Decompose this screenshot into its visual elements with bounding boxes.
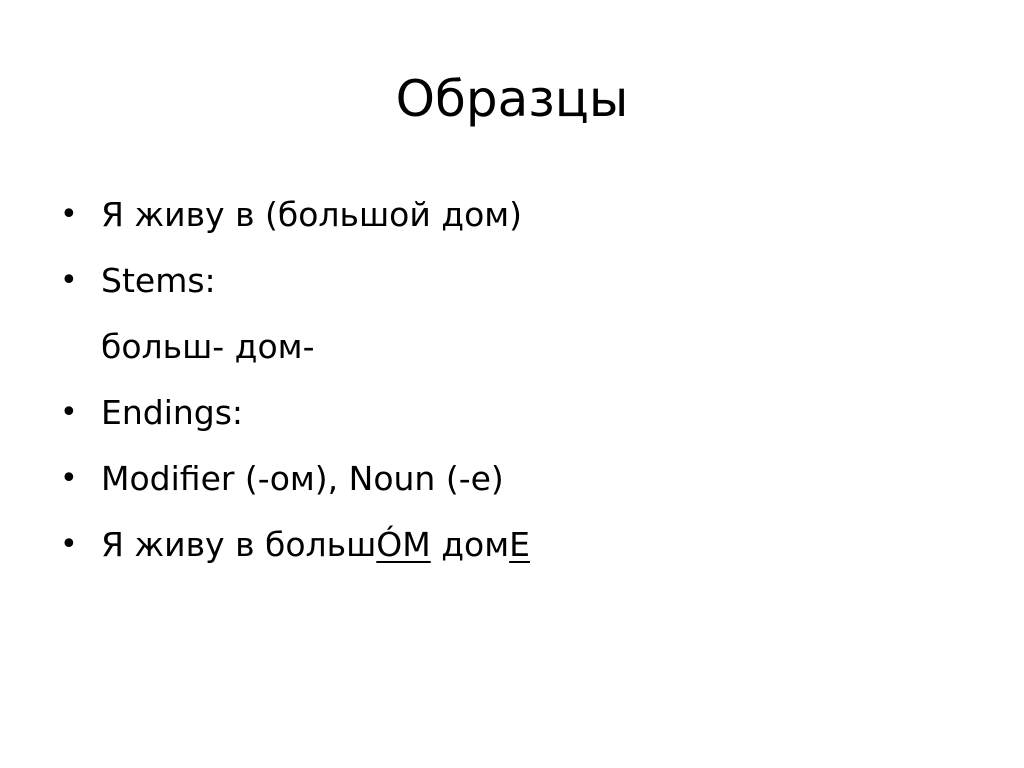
bullet-icon: • xyxy=(60,263,78,298)
list-item-text: Я живу в (большой дом) xyxy=(101,195,523,234)
bullet-icon: • xyxy=(60,197,78,232)
adjective-ending: ÓМ xyxy=(376,525,431,564)
list-item xyxy=(60,186,530,252)
phrase-middle: дом xyxy=(430,525,510,564)
slide-title: Образцы xyxy=(395,70,629,128)
list-item xyxy=(60,384,530,450)
list-item-text: Endings: xyxy=(101,393,244,432)
list-item-text: Modifier (-ом), Noun (-е) xyxy=(101,459,504,498)
list-item-text xyxy=(101,525,530,564)
list-item-text: Stems: xyxy=(101,261,216,300)
bullet-icon: • xyxy=(60,527,78,562)
noun-ending: Е xyxy=(509,525,530,564)
bullet-icon: • xyxy=(60,395,78,430)
phrase-prefix: Я живу в больш xyxy=(101,525,377,564)
list-item xyxy=(60,450,530,516)
list-item-text: больш- дом- xyxy=(101,327,315,366)
list-item xyxy=(60,252,530,318)
bullet-icon: • xyxy=(60,461,78,496)
list-item-continuation xyxy=(60,318,530,384)
list-item xyxy=(60,516,530,582)
bullet-list xyxy=(60,186,530,582)
